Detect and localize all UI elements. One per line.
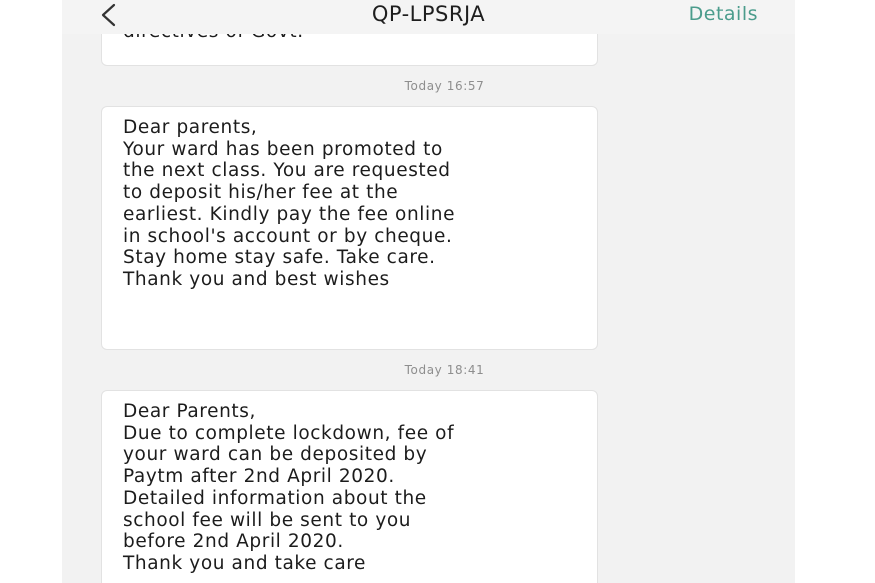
contact-name: QP-LPSRJA <box>371 2 486 26</box>
message-timestamp: Today 16:57 <box>404 79 485 93</box>
message-line: the next class. You are requested <box>123 160 451 182</box>
message-line: before 2nd April 2020. <box>123 531 344 553</box>
message-line: earliest. Kindly pay the fee online <box>123 203 456 225</box>
message-line: Stay home stay safe. Take care. <box>123 247 436 269</box>
message-line: to deposit his/her fee at the <box>123 182 399 204</box>
sms-thread-screen <box>62 0 795 583</box>
message-bubble[interactable] <box>101 106 598 350</box>
details-button[interactable]: Details <box>688 3 758 25</box>
message-line: Paytm after 2nd April 2020. <box>123 466 395 488</box>
message-line: Detailed information about the <box>123 487 427 509</box>
conversation-header <box>62 0 795 34</box>
message-line: Due to complete lockdown, fee of <box>123 422 455 444</box>
message-line: Thank you and take care <box>123 552 367 574</box>
message-line: in school's account or by cheque. <box>123 225 453 247</box>
message-line: your ward can be deposited by <box>123 444 428 466</box>
message-line: Dear Parents, <box>123 401 256 422</box>
message-line: Dear parents, <box>123 117 258 138</box>
message-timestamp: Today 18:41 <box>404 363 485 377</box>
message-bubble[interactable] <box>101 390 598 583</box>
message-line: Thank you and best wishes <box>123 268 390 290</box>
message-line: Your ward has been promoted to <box>123 138 443 160</box>
message-line: school fee will be sent to you <box>123 509 412 531</box>
